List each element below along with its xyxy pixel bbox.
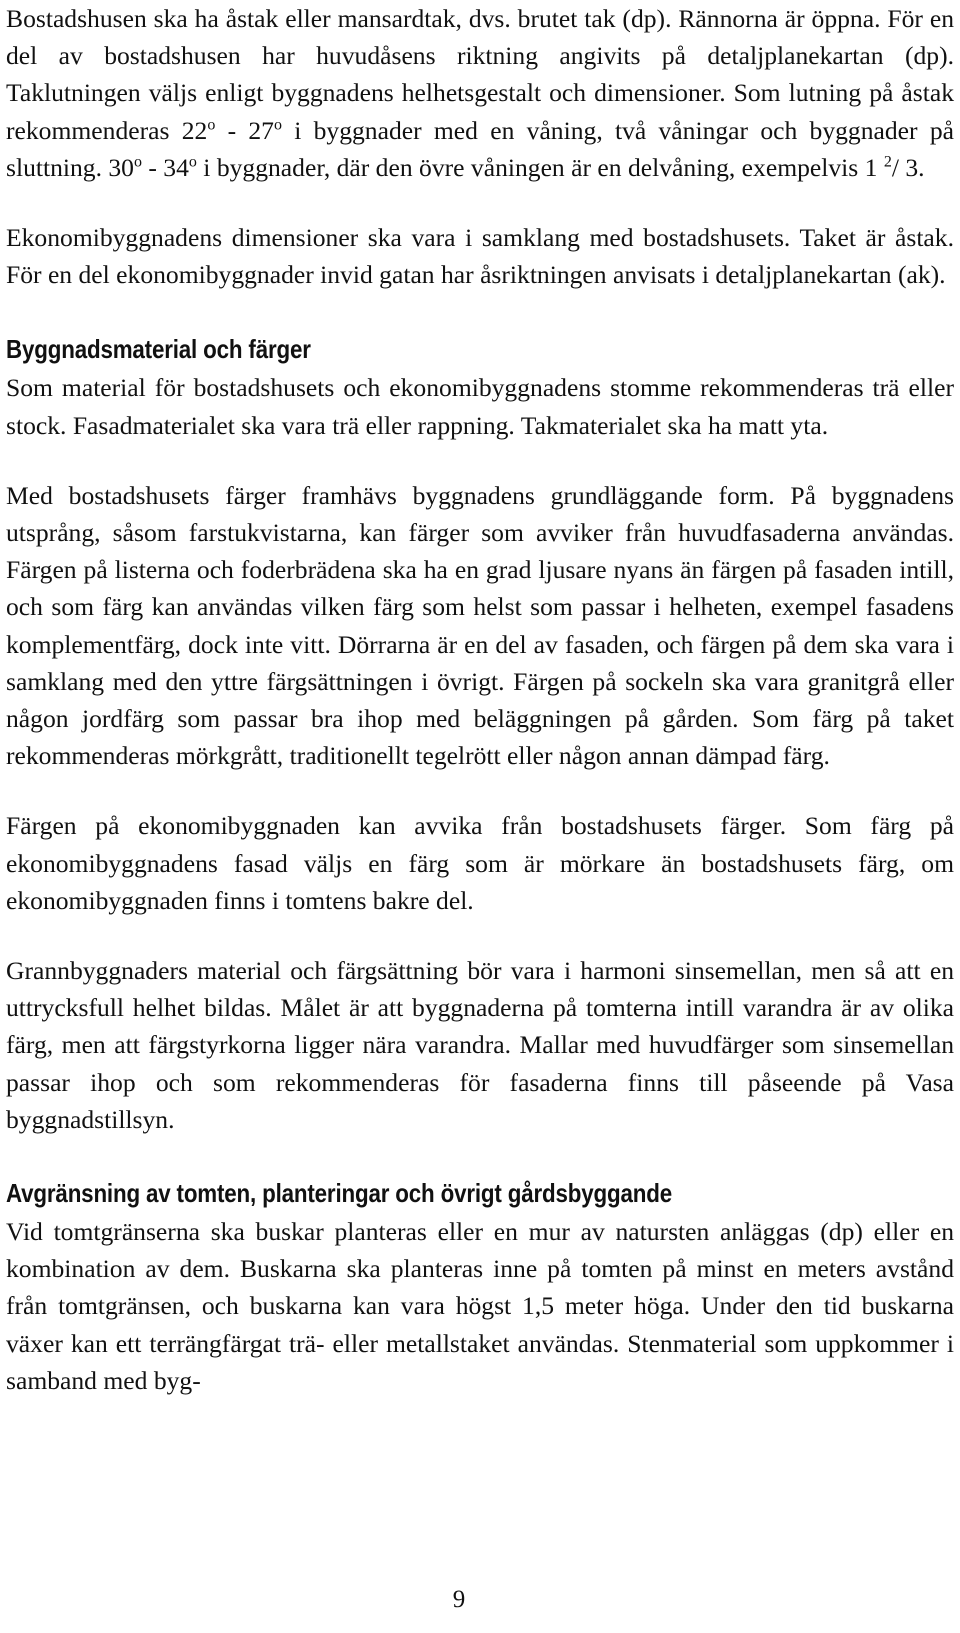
paragraph-outbuilding-colors: Färgen på ekonomibyggnaden kan avvika från bostadshusets färger. Som färg på ekonomibyggnadens fasad väljs en färg som är mörkare än bostadshusets färg, om ekonomibyggnaden finns i tomtens bakre del. (6, 811, 954, 915)
paragraph-outbuilding-dimensions: Ekonomibyggnadens dimensioner ska vara i samklang med bostadshusets. Taket är åstak. För en del ekonomibyggnader invid gatan har åsriktningen anvisats i detaljplanekartan (ak). (6, 223, 954, 290)
degree-superscript: o (207, 116, 216, 134)
paragraph-materials: Som material för bostadshusets och ekonomibyggnadens stomme rekommenderas trä eller stock. Fasadmaterialet ska vara trä eller rappning. Takmaterialet ska ha matt yta. (6, 373, 954, 440)
paragraph-boundary: Vid tomtgränserna ska buskar planteras eller en mur av natursten anläggas (dp) eller en kombination av dem. Buskarna ska planteras inne på tomten på minst en meters avstånd från tomtgränsen, och buskarna kan vara högst 1,5 meter höga. Under den tid buskarna växer kan ett terrängfärgat trä- eller metallstaket användas. Stenmaterial som uppkommer i samband med byg- (6, 1217, 954, 1395)
section-heading-materials: Byggnadsmaterial och färger (6, 334, 311, 365)
paragraph-roof (6, 0, 954, 186)
text-run: i byggnader, där den övre våningen är en delvåning, exempelvis 1 (196, 152, 884, 182)
text-run: - 27 (215, 115, 274, 145)
paragraph-neighbour-colors: Grannbyggnaders material och färgsättning bör vara i harmoni sinsemellan, men så att en uttrycksfull helhet bildas. Målet är att byggnaderna på tomterna intill varandra är av olika färg, men att färgstyrkorna ligger nära varandra. Mallar med huvudfärger som sinsemellan passar ihop och som rekommenderas för fasaderna finns till påseende på Vasa byggnadstillsyn. (6, 956, 954, 1134)
document-page (6, 0, 954, 1399)
page-number: 9 (452, 1586, 466, 1613)
text-run: Bostadshusen ska ha åstak eller mansardtak, dvs. brutet tak (dp). Rännorna är öppna. För en del av bostadshusen har huvudåsens riktning angivits på detaljplanekartan (dp). Taklutningen väljs enligt byggnadens helhetsgestalt och dimensioner. Som lutning på åstak rekommenderas 22 (6, 4, 954, 145)
degree-superscript: o (188, 153, 197, 171)
text-run: i byggnader med en våning, två våningar och byggnader på sluttning. 30 (6, 115, 954, 182)
text-run: - 34 (141, 152, 189, 182)
paragraph-house-colors: Med bostadshusets färger framhävs byggnadens grundläggande form. På byggnadens utsprång, såsom farstukvistarna, kan färger som avviker från huvudfasaderna användas. Färgen på listerna och foderbrädena ska ha en grad ljusare nyans än färgen på fasaden intill, och som färg kan användas vilken färg som helst som passar i helheten, exempel fasadens komplementfärg, dock inte vitt. Dörrarna är en del av fasaden, och färgen på dem ska vara i samklang med den yttre färgsättningen i övrigt. Färgen på sockeln ska vara granitgrå eller någon jordfärg som passar bra ihop med beläggningen på gården. Som färg på taket rekommenderas mörkgrått, traditionellt tegelrött eller någon annan dämpad färg. (6, 480, 954, 771)
degree-superscript: o (133, 153, 142, 171)
section-heading-boundary: Avgränsning av tomten, planteringar och övrigt gårdsbyggande (6, 1178, 672, 1209)
text-run: / 3. (891, 152, 925, 182)
fraction-superscript: 2 (883, 153, 892, 171)
degree-superscript: o (273, 116, 282, 134)
